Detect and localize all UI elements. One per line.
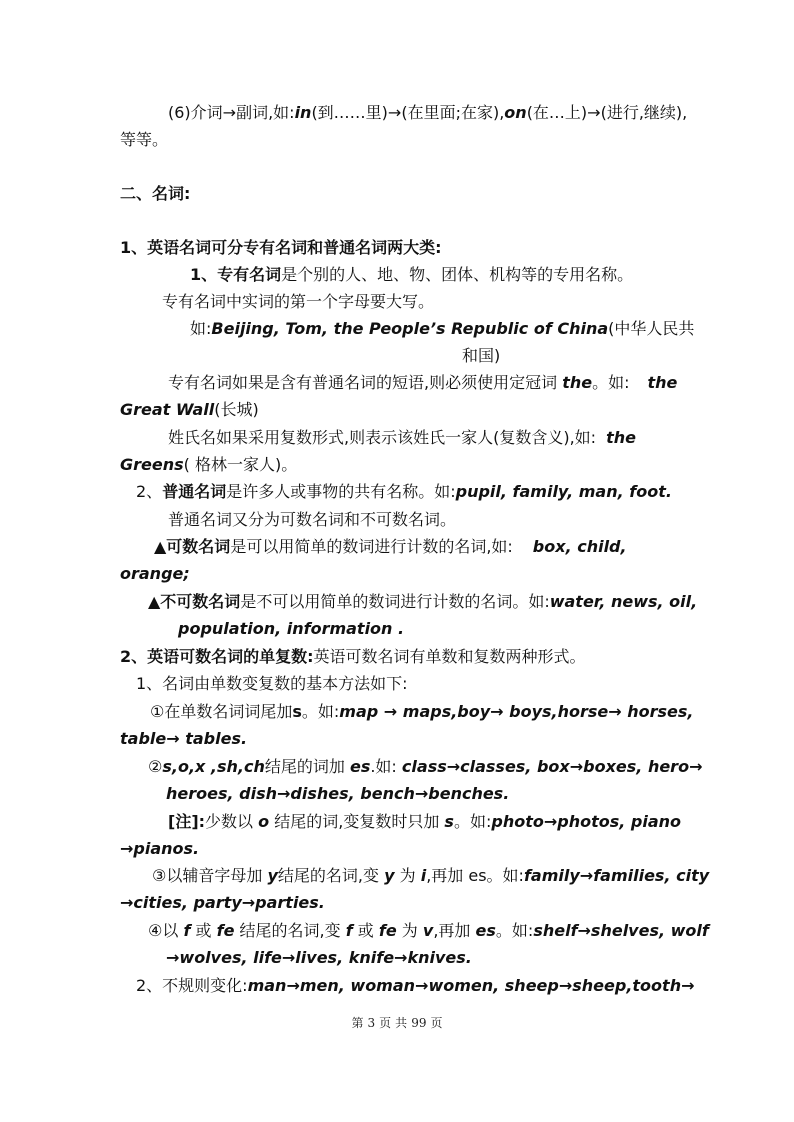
rule-4: ④以 f 或 fe 结尾的名词,变 f 或 fe 为 v,再加 es。如:shelf→shelves, wolf xyxy=(148,921,709,940)
line-proper-noun-capital: 专有名词中实词的第一个字母要大写。 xyxy=(162,292,435,311)
line-population: population, information . xyxy=(178,619,405,638)
rule-note: [注]:少数以 o 结尾的词,变复数时只加 s。如:photo→photos, piano xyxy=(168,812,682,831)
rule-2-cont: heroes, dish→dishes, bench→benches. xyxy=(166,784,510,803)
line-proper-noun-example: 如:Beijing, Tom, the People’s Republic of China(中华人民共 xyxy=(190,319,695,338)
rule-irregular: 2、不规则变化:man→men, woman→women, sheep→sheep,tooth→ xyxy=(136,976,695,995)
line-singular-plural-heading: 2、英语可数名词的单复数:英语可数名词有单数和复数两种形式。 xyxy=(120,647,586,666)
section-heading-nouns: 二、名词: xyxy=(120,184,191,203)
rule-1: ①在单数名词词尾加s。如:map → maps,boy→ boys,horse→ horses, xyxy=(150,702,694,721)
rule-3-cont: →cities, party→parties. xyxy=(120,893,325,912)
line-surname-plural: 姓氏名如果采用复数形式,则表示该姓氏一家人(复数含义),如: the xyxy=(168,428,636,447)
rule-3: ③以辅音字母加 y结尾的名词,变 y 为 i,再加 es。如:family→families, city xyxy=(152,866,710,885)
line-common-noun-def: 2、普通名词是许多人或事物的共有名称。如:pupil, family, man, foot. xyxy=(136,482,672,501)
rule-1-cont: table→ tables. xyxy=(120,729,248,748)
rule-4-cont: →wolves, life→lives, knife→knives. xyxy=(166,948,472,967)
line-proper-noun-def: 1、专有名词是个别的人、地、物、团体、机构等的专用名称。 xyxy=(190,265,634,284)
line-uncountable-def: ▲不可数名词是不可以用简单的数词进行计数的名词。如:water, news, oil, xyxy=(148,592,698,611)
rule-2: ②s,o,x ,sh,ch结尾的词加 es.如: class→classes, box→boxes, hero→ xyxy=(148,757,703,776)
line-orange: orange; xyxy=(120,564,190,583)
page-footer: 第 3 页 共 99 页 xyxy=(351,1016,443,1030)
line-great-wall: Great Wall(长城) xyxy=(120,400,259,419)
line-countable-uncountable: 普通名词又分为可数名词和不可数名词。 xyxy=(168,510,457,529)
line-prep-adverb: (6)介词→副词,如:in(到……里)→(在里面;在家),on(在…上)→(进行,继续), xyxy=(168,103,688,122)
page-number: 3 xyxy=(367,1016,376,1030)
line-etc: 等等。 xyxy=(120,130,169,149)
line-greens: Greens( 格林一家人)。 xyxy=(120,455,298,474)
page-total: 99 xyxy=(411,1016,427,1030)
subheading-noun-types: 1、英语名词可分专有名词和普通名词两大类: xyxy=(120,238,442,257)
line-definite-article: 专有名词如果是含有普通名词的短语,则必须使用定冠词 the。如: the xyxy=(168,373,678,392)
rule-note-cont: →pianos. xyxy=(120,839,200,858)
line-countable-def: ▲可数名词是可以用简单的数词进行计数的名词,如: box, child, xyxy=(154,537,627,556)
line-proper-noun-example-cont: 和国) xyxy=(462,346,501,365)
line-basic-methods: 1、名词由单数变复数的基本方法如下: xyxy=(136,674,408,693)
